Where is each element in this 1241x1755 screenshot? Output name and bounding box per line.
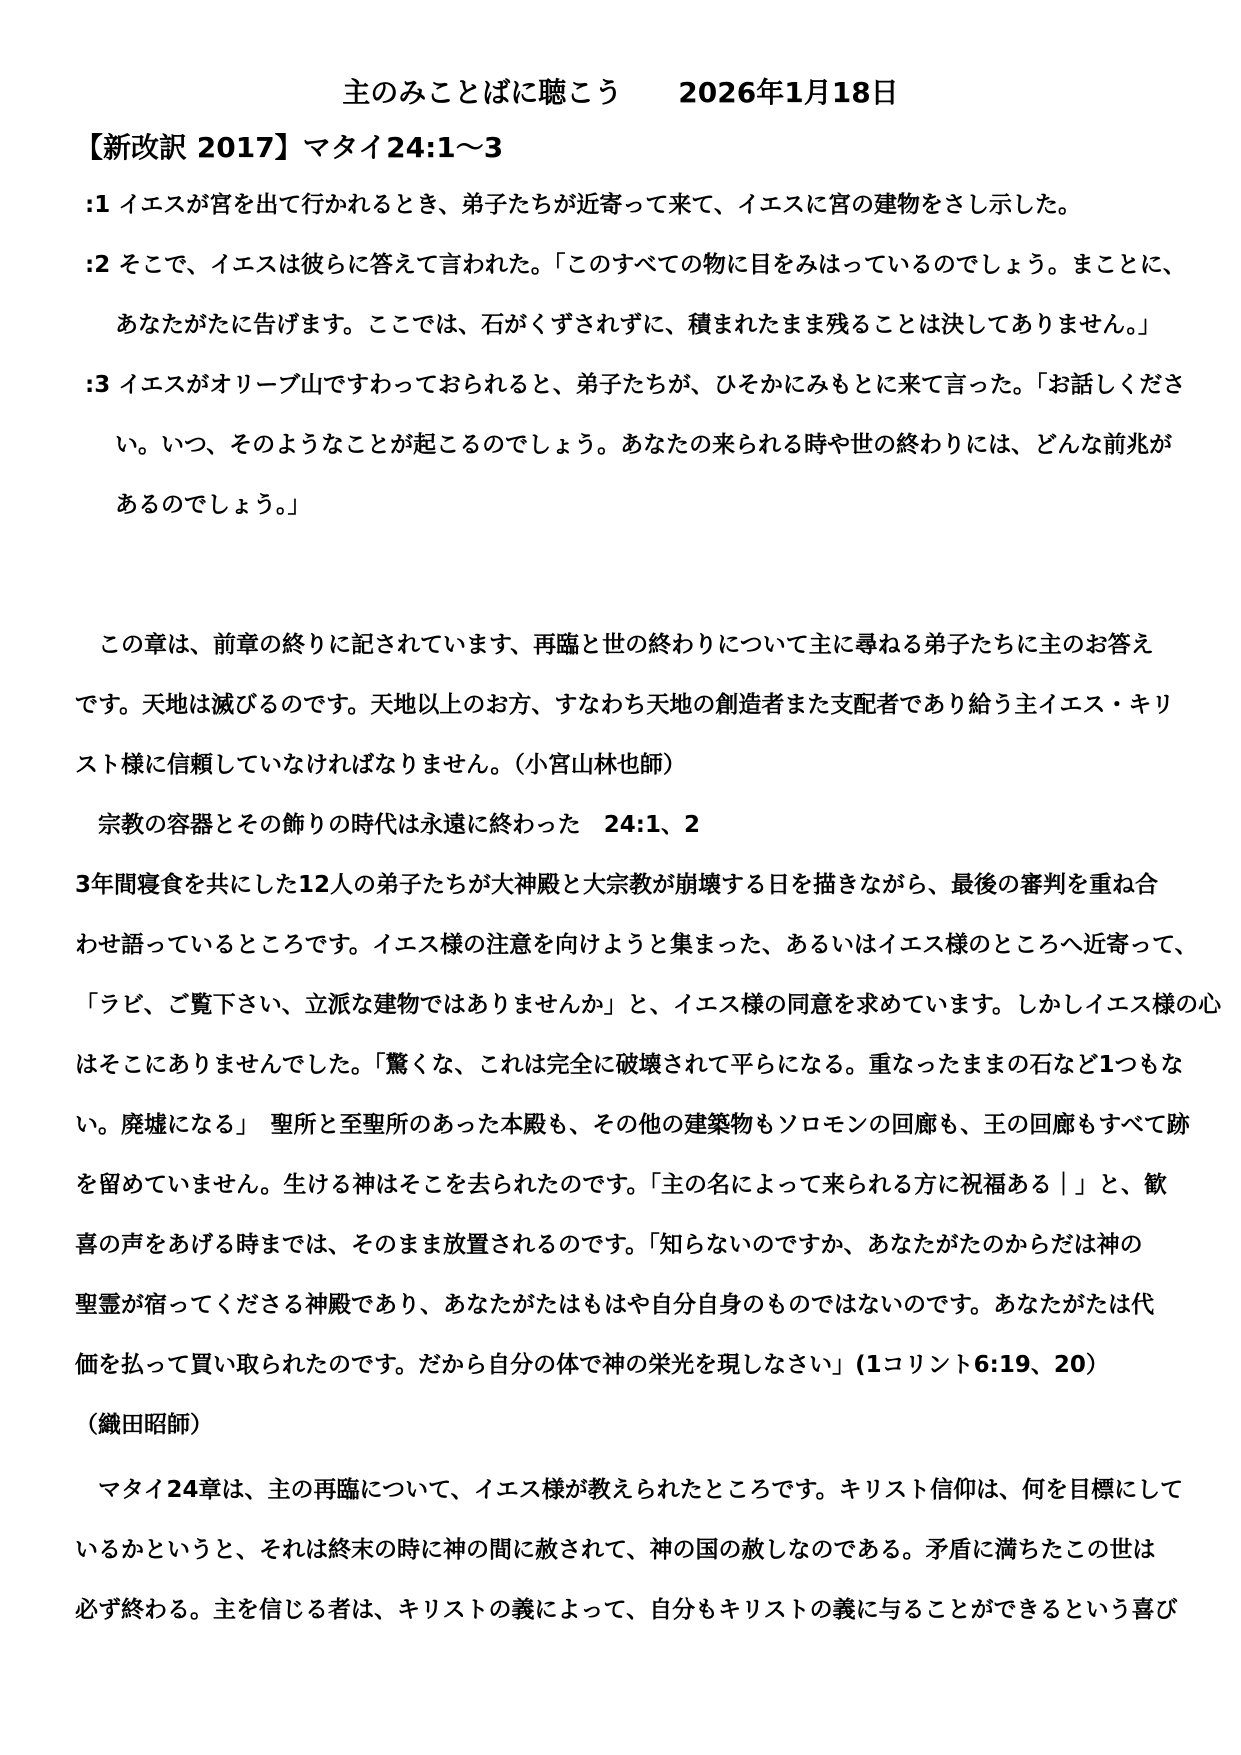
scripture-line: :3 イエスがオリーブ山ですわっておられると、弟子たちが、ひそかにみもとに来て言った。「お話しくださ xyxy=(85,372,1186,398)
author-attribution: （織田昭師） xyxy=(75,1412,213,1438)
commentary-line: 「ラビ、ご覧下さい、立派な建物ではありませんか」と、イエス様の同意を求めています。しかしイエス様の心 xyxy=(75,992,1222,1018)
scripture-line: あなたがたに告げます。ここでは、石がくずされずに、積まれたまま残ることは決してありません。」 xyxy=(115,312,1162,338)
passage-heading: 【新改訳 2017】マタイ24:1～3 xyxy=(75,131,504,164)
commentary-paragraph-1 xyxy=(75,615,1175,795)
scripture-block xyxy=(85,175,1186,535)
commentary-paragraph-3 xyxy=(75,1460,1184,1640)
scripture-line: :1 イエスが宮を出て行かれるとき、弟子たちが近寄って来て、イエスに宮の建物をさし示した。 xyxy=(85,192,1081,218)
commentary-line: わせ語っているところです。イエス様の注意を向けようと集まった、あるいはイエス様のところへ近寄って、 xyxy=(75,932,1198,958)
commentary-paragraph-2 xyxy=(75,855,1222,1395)
commentary-line: スト様に信頼していなければなりません。（小宮山林也師） xyxy=(75,752,686,778)
commentary-line: 喜の声をあげる時までは、そのまま放置されるのです。「知らないのですか、あなたがたのからだは神の xyxy=(75,1232,1143,1258)
section-subheading: 宗教の容器とその飾りの時代は永遠に終わった 24:1、2 xyxy=(75,812,700,838)
document-title: 主のみことばに聴こう 2026年1月18日 xyxy=(342,76,899,109)
commentary-line: はそこにありませんでした。「驚くな、これは完全に破壊されて平らになる。重なったままの石など1つもな xyxy=(75,1052,1184,1078)
scripture-line: あるのでしょう。」 xyxy=(115,492,311,518)
commentary-line: この章は、前章の終りに記されています、再臨と世の終わりについて主に尋ねる弟子たちに主のお答え xyxy=(75,632,1154,658)
commentary-line: 3年間寝食を共にした12人の弟子たちが大神殿と大宗教が崩壊する日を描きながら、最後の審判を重ね合 xyxy=(75,872,1159,898)
commentary-line: 価を払って買い取られたのです。だから自分の体で神の栄光を現しなさい」(1コリント6:19、20） xyxy=(75,1352,1109,1378)
commentary-line: いるかというと、それは終末の時に神の間に赦されて、神の国の赦しなのである。矛盾に満ちたこの世は xyxy=(75,1537,1156,1563)
scripture-line: :2 そこで、イエスは彼らに答えて言われた。「このすべての物に目をみはっているのでしょう。まことに、 xyxy=(85,252,1186,278)
commentary-line: を留めていません。生ける神はそこを去られたのです。「主の名によって来られる方に祝福ある｜」と、歓 xyxy=(75,1172,1168,1198)
commentary-line: 必ず終わる。主を信じる者は、キリストの義によって、自分もキリストの義に与ることができるという喜び xyxy=(75,1597,1178,1623)
scripture-line: い。いつ、そのようなことが起こるのでしょう。あなたの来られる時や世の終わりには、どんな前兆が xyxy=(115,432,1173,458)
commentary-line: マタイ24章は、主の再臨について、イエス様が教えられたところです。キリスト信仰は、何を目標にして xyxy=(75,1477,1184,1503)
commentary-line: 聖霊が宿ってくださる神殿であり、あなたがたはもはや自分自身のものではないのです。あなたがたは代 xyxy=(75,1292,1155,1318)
commentary-line: い。廃墟になる」 聖所と至聖所のあった本殿も、その他の建築物もソロモンの回廊も、王の回廊もすべて跡 xyxy=(75,1112,1190,1138)
commentary-line: です。天地は滅びるのです。天地以上のお方、すなわち天地の創造者また支配者であり給う主イエス・キリ xyxy=(75,692,1175,718)
